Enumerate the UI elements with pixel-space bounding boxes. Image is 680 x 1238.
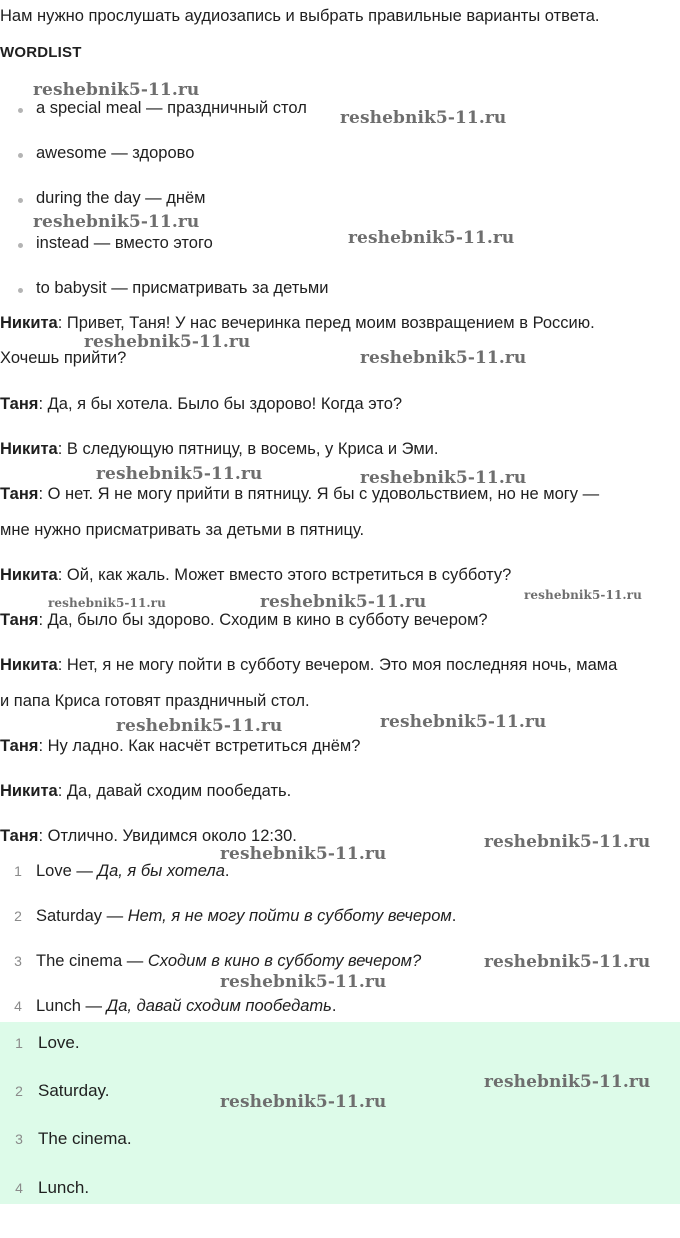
- wordlist-item: during the day — днём: [0, 189, 206, 208]
- dialogue-text: : Да, я бы хотела. Было бы здорово! Когда это?: [38, 395, 403, 413]
- dialogue-text: : Да, давай сходим пообедать.: [57, 782, 292, 800]
- answer-box: [0, 1022, 680, 1204]
- watermark: reshebnik5-11.ru: [484, 952, 651, 972]
- explanation-end: .: [224, 862, 230, 880]
- dialogue-line-cont: Хочешь прийти?: [0, 349, 127, 367]
- speaker-name: Никита: [0, 656, 58, 674]
- watermark: reshebnik5-11.ru: [484, 832, 651, 852]
- speaker-name: Никита: [0, 782, 58, 800]
- explanation-item: [0, 952, 421, 971]
- dialogue-line: [0, 611, 488, 630]
- explanation-quote: Да, давай сходим пообедать: [106, 997, 332, 1015]
- dialogue-line: [0, 440, 438, 459]
- dialogue-text: : Отлично. Увидимся около 12:30.: [38, 827, 297, 845]
- watermark: reshebnik5-11.ru: [360, 468, 527, 488]
- item-number: 2: [15, 1083, 23, 1099]
- speaker-name: Никита: [0, 440, 58, 458]
- explanation-end: .: [331, 997, 337, 1015]
- answer-text: The cinema.: [38, 1129, 132, 1148]
- intro-text: Нам нужно прослушать аудиозапись и выбрать правильные варианты ответа.: [0, 7, 600, 25]
- item-number: 1: [15, 1035, 23, 1051]
- watermark: reshebnik5-11.ru: [96, 464, 263, 484]
- wordlist-item: instead — вместо этого: [0, 234, 213, 253]
- dialogue-line: [0, 395, 402, 414]
- watermark: reshebnik5-11.ru: [484, 1072, 651, 1092]
- watermark: reshebnik5-11.ru: [220, 1092, 387, 1112]
- answer-text: Saturday.: [38, 1081, 110, 1100]
- dialogue-line: [0, 314, 595, 333]
- item-number: 1: [14, 863, 22, 879]
- dialogue-text: : О нет. Я не могу прийти в пятницу. Я бы с удовольствием, но не могу —: [38, 485, 600, 503]
- watermark: reshebnik5-11.ru: [33, 212, 200, 232]
- wordlist-item: awesome — здорово: [0, 144, 194, 163]
- answer-text: Love.: [38, 1033, 80, 1052]
- watermark: reshebnik5-11.ru: [340, 108, 507, 128]
- answer-item: [0, 1129, 132, 1149]
- answer-text: Lunch.: [38, 1178, 90, 1197]
- explanation-quote: Сходим в кино в субботу вечером?: [147, 952, 422, 970]
- explanation-term: Lunch —: [36, 997, 107, 1015]
- watermark: reshebnik5-11.ru: [48, 596, 166, 610]
- answer-item: [0, 1178, 89, 1198]
- watermark: reshebnik5-11.ru: [33, 80, 200, 100]
- answer-item: [0, 1033, 80, 1053]
- watermark: reshebnik5-11.ru: [220, 972, 387, 992]
- dialogue-line-cont: мне нужно присматривать за детьми в пятницу.: [0, 521, 365, 539]
- explanation-term: Love —: [36, 862, 98, 880]
- speaker-name: Таня: [0, 485, 39, 503]
- explanation-item: [0, 907, 456, 926]
- wordlist-title: WORDLIST: [0, 44, 82, 61]
- speaker-name: Таня: [0, 827, 39, 845]
- explanation-item: [0, 862, 230, 881]
- watermark: reshebnik5-11.ru: [84, 332, 251, 352]
- dialogue-line: [0, 656, 617, 675]
- item-number: 3: [15, 1131, 23, 1147]
- dialogue-text: : Нет, я не могу пойти в субботу вечером. Это моя последняя ночь, мама: [57, 656, 618, 674]
- explanation-end: .: [451, 907, 457, 925]
- watermark: reshebnik5-11.ru: [116, 716, 283, 736]
- dialogue-line: [0, 566, 511, 585]
- dialogue-text: : В следующую пятницу, в восемь, у Криса и Эми.: [57, 440, 439, 458]
- dialogue-line-cont: и папа Криса готовят праздничный стол.: [0, 692, 310, 710]
- speaker-name: Таня: [0, 395, 39, 413]
- item-number: 2: [14, 908, 22, 924]
- item-number: 3: [14, 953, 22, 969]
- speaker-name: Никита: [0, 566, 58, 584]
- wordlist-item: to babysit — присматривать за детьми: [0, 279, 328, 298]
- item-number: 4: [15, 1180, 23, 1196]
- explanation-term: The cinema —: [36, 952, 148, 970]
- explanation-quote: Нет, я не могу пойти в субботу вечером: [127, 907, 452, 925]
- watermark: reshebnik5-11.ru: [260, 592, 427, 612]
- dialogue-line: [0, 782, 291, 801]
- speaker-name: Никита: [0, 314, 58, 332]
- wordlist-item: a special meal — праздничный стол: [0, 99, 307, 118]
- explanation-quote: Да, я бы хотела: [97, 862, 225, 880]
- speaker-name: Таня: [0, 611, 39, 629]
- dialogue-line: [0, 737, 360, 756]
- watermark: reshebnik5-11.ru: [360, 348, 527, 368]
- dialogue-text: : Да, было бы здорово. Сходим в кино в субботу вечером?: [38, 611, 488, 629]
- explanation-term: Saturday —: [36, 907, 128, 925]
- dialogue-text: : Ой, как жаль. Может вместо этого встретиться в субботу?: [57, 566, 512, 584]
- dialogue-text: : Привет, Таня! У нас вечеринка перед моим возвращением в Россию.: [57, 314, 595, 332]
- watermark: reshebnik5-11.ru: [380, 712, 547, 732]
- item-number: 4: [14, 998, 22, 1014]
- answer-item: [0, 1081, 110, 1101]
- watermark: reshebnik5-11.ru: [524, 588, 642, 602]
- speaker-name: Таня: [0, 737, 39, 755]
- explanation-item: [0, 997, 336, 1016]
- watermark: reshebnik5-11.ru: [348, 228, 515, 248]
- dialogue-text: : Ну ладно. Как насчёт встретиться днём?: [38, 737, 361, 755]
- watermark: reshebnik5-11.ru: [220, 844, 387, 864]
